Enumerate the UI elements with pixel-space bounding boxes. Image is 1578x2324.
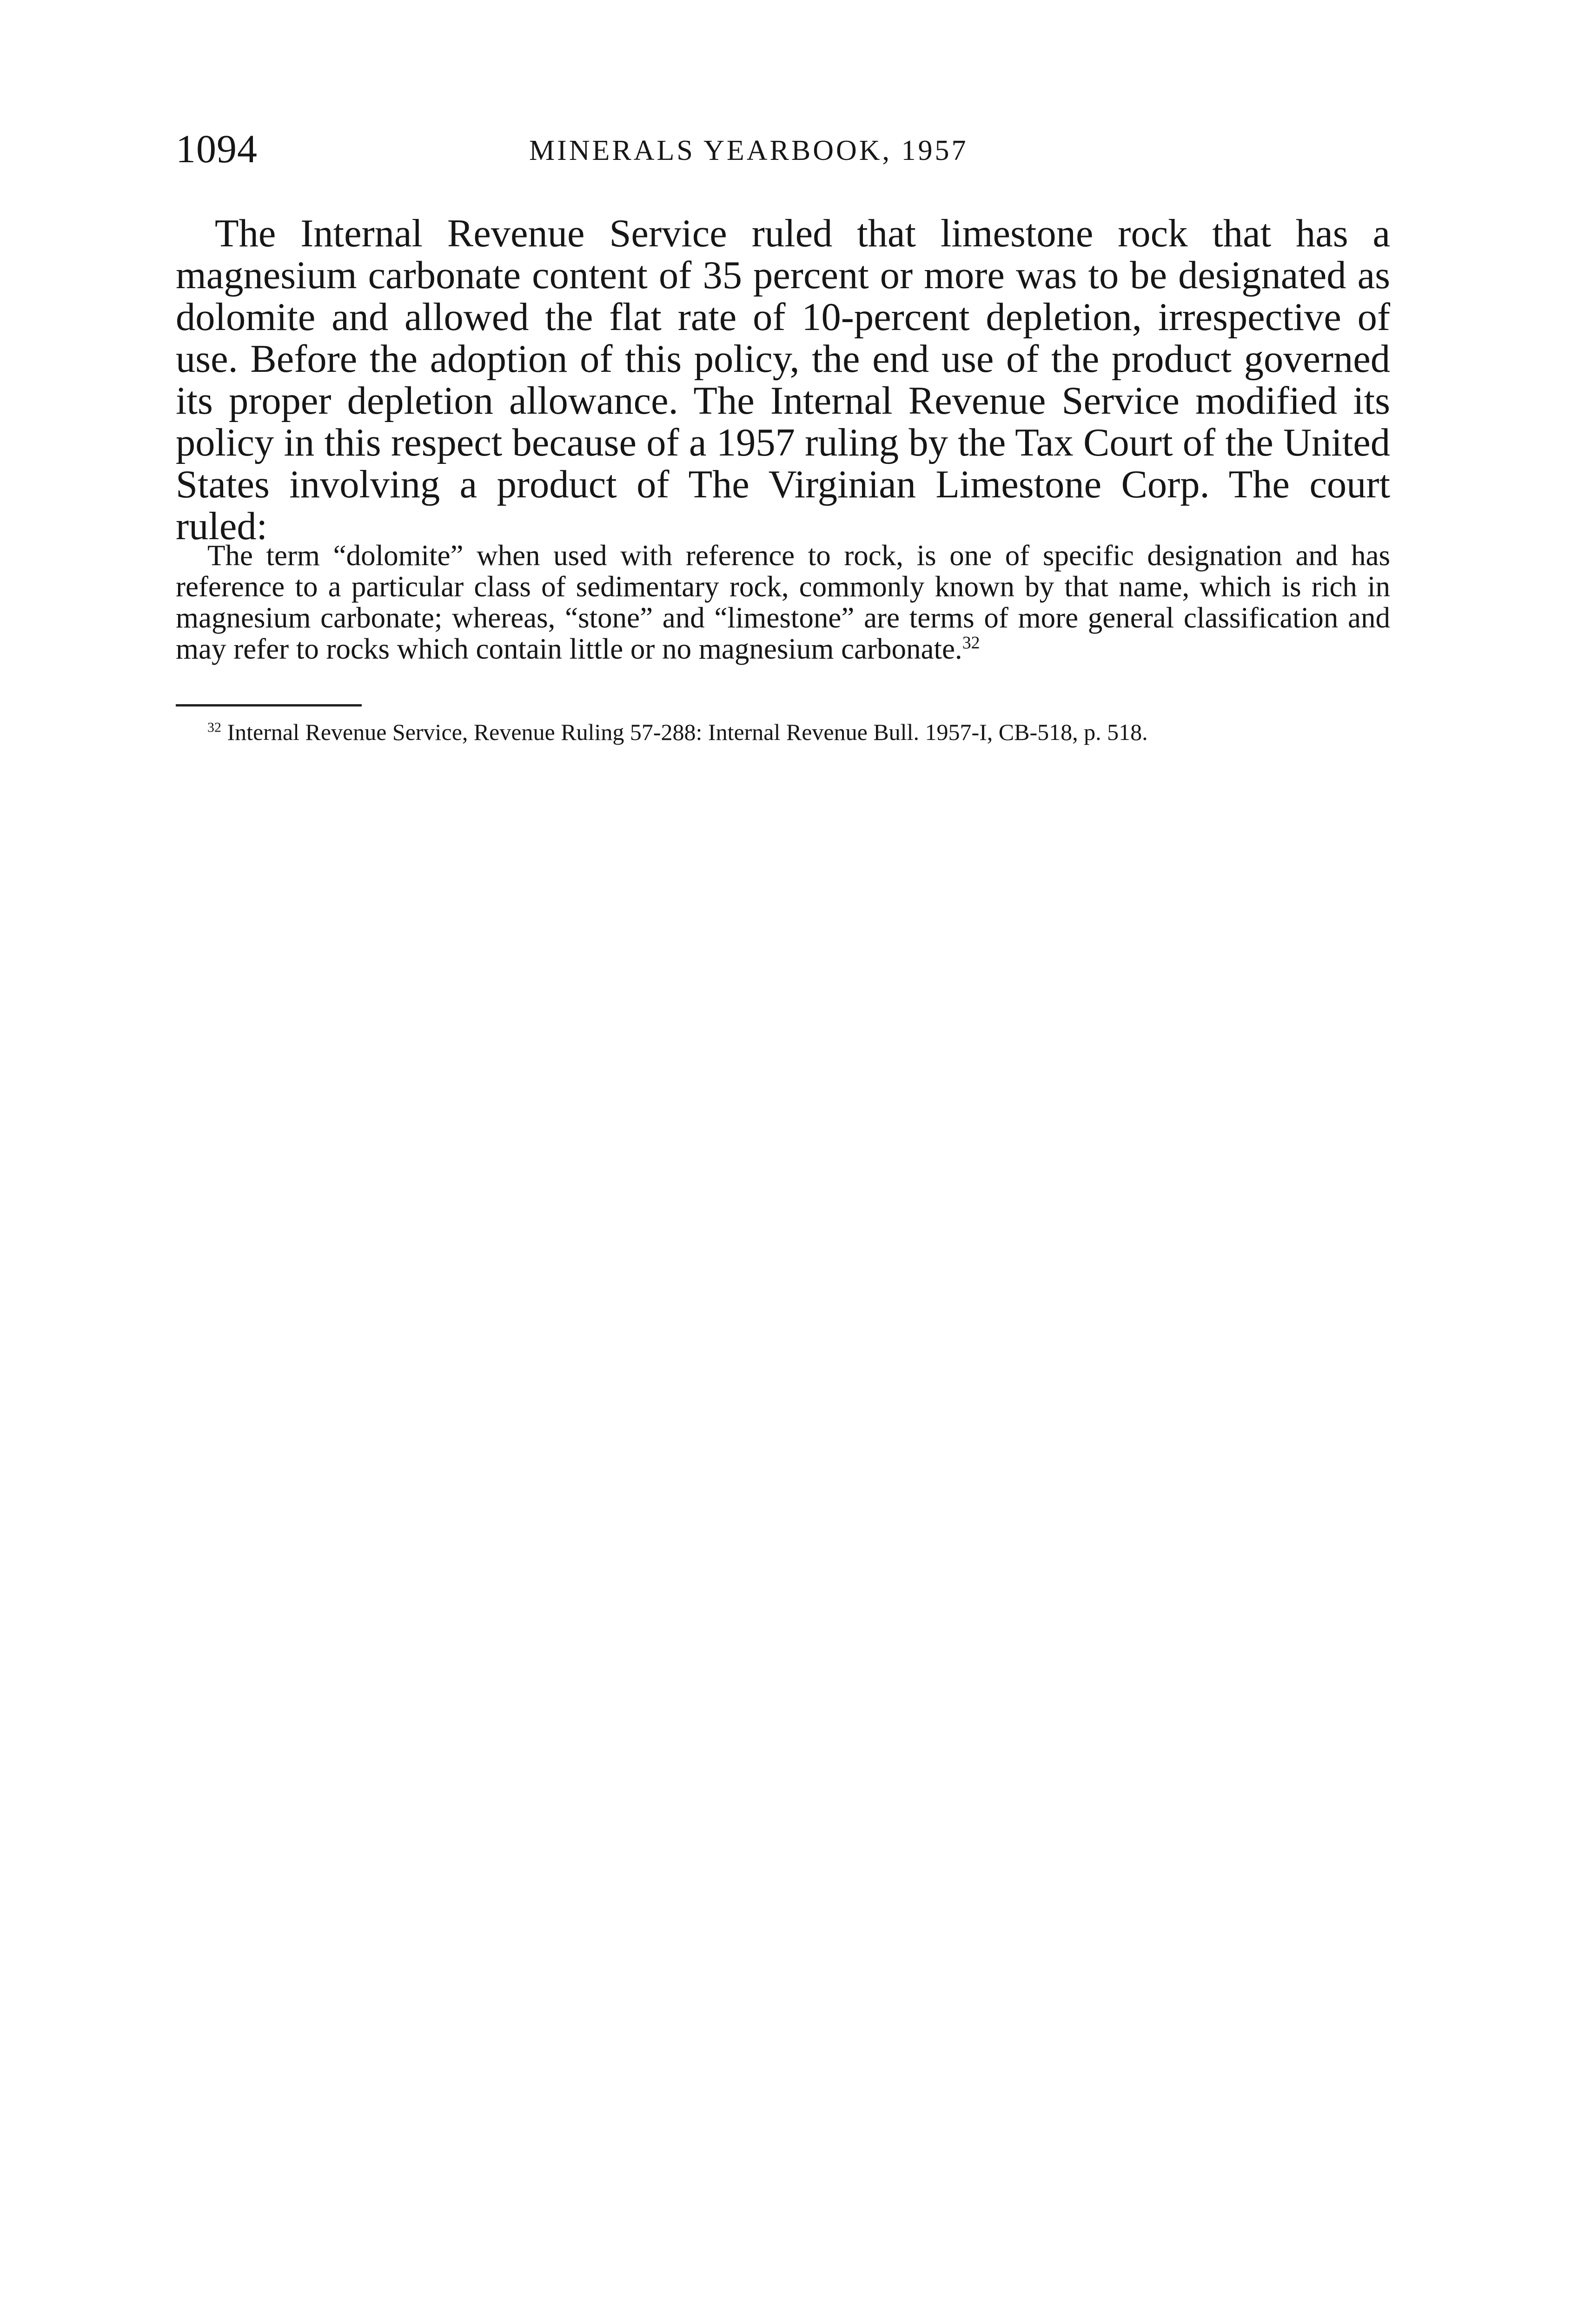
page-number: 1094 bbox=[176, 126, 258, 171]
quoted-extract bbox=[176, 540, 1390, 665]
footnote-text: Internal Revenue Service, Revenue Ruling 57-288: Internal Revenue Bull. 1957-I, CB-518, p. 518. bbox=[221, 719, 1148, 745]
running-title: MINERALS YEARBOOK, 1957 bbox=[529, 135, 968, 166]
body-paragraph: The Internal Revenue Service ruled that limestone rock that has a magnesium carbonate content of 35 percent or more was to be designated as dolomite and allowed the flat rate of 10-percent depletion, irrespective of use. Before the adoption of this policy, the end use of the product governed its proper depletion allowance. The Internal Revenue Service modified its policy in this respect because of a 1957 ruling by the Tax Court of the United States involving a product of The Virginian Limestone Corp. The court ruled: bbox=[176, 212, 1390, 548]
footnote-reference: 32 bbox=[962, 633, 980, 653]
footnote-divider bbox=[176, 704, 362, 706]
extract-text: The term “dolomite” when used with reference to rock, is one of specific designation and has reference to a particular class of sedimentary rock, commonly known by that name, which is rich in magnesium carbonate; whereas, “stone” and “limestone” are terms of more general classification and may refer to rocks which contain little or no magnesium carbonate. bbox=[176, 539, 1390, 665]
footnote-marker: 32 bbox=[207, 720, 221, 735]
footnote bbox=[176, 718, 1390, 746]
page-header bbox=[176, 125, 1389, 177]
